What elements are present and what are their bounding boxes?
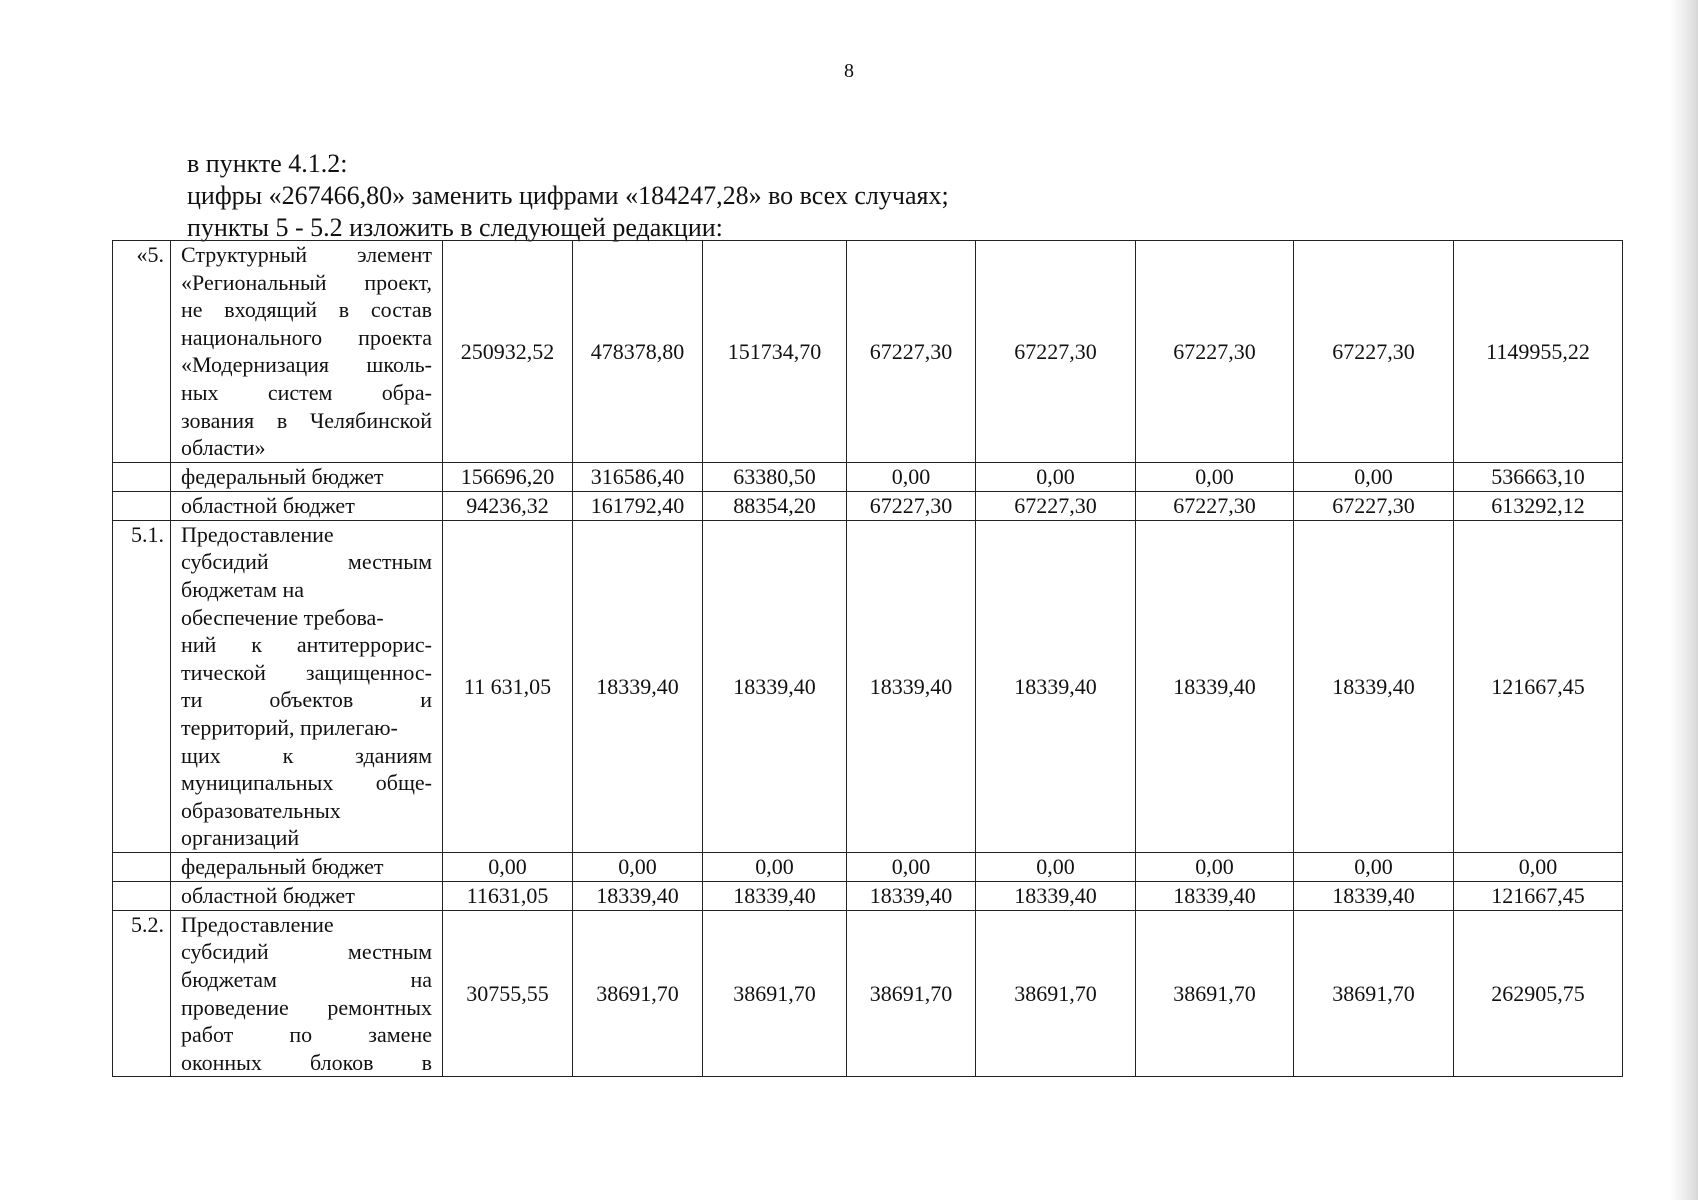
row-name-line: не входящий в состав bbox=[181, 297, 432, 323]
value-cell-col-2: 18339,40 bbox=[573, 881, 703, 910]
value-cell-col-6: 38691,70 bbox=[1136, 910, 1294, 1077]
value-cell-col-4: 0,00 bbox=[847, 852, 976, 881]
value-cell-col-7: 67227,30 bbox=[1294, 491, 1454, 520]
value-cell-col-3: 88354,20 bbox=[703, 491, 847, 520]
page-number: 8 bbox=[844, 60, 854, 82]
row-name-line: проведение ремонтных bbox=[181, 994, 432, 1020]
value-cell-col-6: 18339,40 bbox=[1136, 520, 1294, 852]
value-cell-col-8: 121667,45 bbox=[1454, 520, 1623, 852]
value-cell-col-8: 0,00 bbox=[1454, 852, 1623, 881]
row-name-line: обеспечение требова- bbox=[181, 604, 384, 630]
value-cell-col-7: 38691,70 bbox=[1294, 910, 1454, 1077]
table-row bbox=[113, 241, 1623, 463]
value-cell-col-4: 0,00 bbox=[847, 462, 976, 491]
value-cell-col-2: 478378,80 bbox=[573, 241, 703, 463]
row-name-line: «Модернизация школь- bbox=[181, 352, 432, 378]
row-number-cell bbox=[113, 462, 171, 491]
row-name-line: Предоставление bbox=[181, 521, 334, 547]
row-name-cell bbox=[171, 910, 443, 1077]
value-cell-col-5: 0,00 bbox=[976, 852, 1136, 881]
scan-edge-shadow bbox=[1670, 0, 1698, 1200]
value-cell-col-7: 67227,30 bbox=[1294, 241, 1454, 463]
value-cell-col-3: 18339,40 bbox=[703, 881, 847, 910]
value-cell-col-1: 156696,20 bbox=[443, 462, 573, 491]
intro-line-1: в пункте 4.1.2: bbox=[187, 149, 348, 178]
row-name-line: тической защищеннос- bbox=[181, 659, 432, 685]
value-cell-col-4: 18339,40 bbox=[847, 520, 976, 852]
row-name-line: зования в Челябинской bbox=[181, 407, 432, 433]
row-name-line: Предоставление bbox=[181, 911, 334, 937]
value-cell-col-5: 67227,30 bbox=[976, 241, 1136, 463]
row-name-line: территорий, прилегаю- bbox=[181, 714, 398, 740]
value-cell-col-4: 67227,30 bbox=[847, 241, 976, 463]
row-number-cell bbox=[113, 881, 171, 910]
value-cell-col-3: 38691,70 bbox=[703, 910, 847, 1077]
row-number-cell: «5. bbox=[113, 241, 171, 463]
value-cell-col-1: 94236,32 bbox=[443, 491, 573, 520]
value-cell-col-3: 0,00 bbox=[703, 852, 847, 881]
budget-table bbox=[112, 240, 1623, 1077]
intro-line-2: цифры «267466,80» заменить цифрами «184247,28» во всех случаях; bbox=[187, 181, 949, 210]
row-name-line: федеральный бюджет bbox=[181, 463, 384, 489]
value-cell-col-8: 536663,10 bbox=[1454, 462, 1623, 491]
row-name-cell bbox=[171, 462, 443, 491]
row-name-line: областной бюджет bbox=[181, 492, 355, 518]
row-name-line: субсидий местным bbox=[181, 549, 432, 575]
row-name-line: работ по замене bbox=[181, 1022, 432, 1048]
value-cell-col-1: 30755,55 bbox=[443, 910, 573, 1077]
value-cell-col-5: 38691,70 bbox=[976, 910, 1136, 1077]
row-number-cell: 5.2. bbox=[113, 910, 171, 1077]
row-name-cell bbox=[171, 881, 443, 910]
value-cell-col-2: 316586,40 bbox=[573, 462, 703, 491]
value-cell-col-7: 0,00 bbox=[1294, 462, 1454, 491]
budget-table-body bbox=[113, 241, 1623, 1077]
row-name-cell bbox=[171, 520, 443, 852]
table-row bbox=[113, 910, 1623, 1077]
value-cell-col-6: 18339,40 bbox=[1136, 881, 1294, 910]
table-row bbox=[113, 491, 1623, 520]
row-name-line: субсидий местным bbox=[181, 939, 432, 965]
value-cell-col-2: 161792,40 bbox=[573, 491, 703, 520]
value-cell-col-6: 67227,30 bbox=[1136, 241, 1294, 463]
table-row bbox=[113, 852, 1623, 881]
row-name-line: образовательных bbox=[181, 797, 341, 823]
value-cell-col-1: 0,00 bbox=[443, 852, 573, 881]
table-row bbox=[113, 520, 1623, 852]
value-cell-col-8: 613292,12 bbox=[1454, 491, 1623, 520]
value-cell-col-4: 38691,70 bbox=[847, 910, 976, 1077]
value-cell-col-7: 18339,40 bbox=[1294, 881, 1454, 910]
row-name-line: организаций bbox=[181, 825, 300, 851]
row-name-line: бюджетам на bbox=[181, 576, 304, 602]
row-name-line: федеральный бюджет bbox=[181, 854, 384, 880]
row-name-line: муниципальных обще- bbox=[181, 770, 432, 796]
value-cell-col-4: 67227,30 bbox=[847, 491, 976, 520]
value-cell-col-5: 18339,40 bbox=[976, 520, 1136, 852]
row-name-line: оконных блоков в bbox=[181, 1049, 432, 1075]
intro-line-3: пункты 5 - 5.2 изложить в следующей редакции: bbox=[187, 213, 723, 242]
value-cell-col-1: 11631,05 bbox=[443, 881, 573, 910]
value-cell-col-1: 250932,52 bbox=[443, 241, 573, 463]
value-cell-col-7: 0,00 bbox=[1294, 852, 1454, 881]
value-cell-col-8: 121667,45 bbox=[1454, 881, 1623, 910]
row-name-cell bbox=[171, 852, 443, 881]
table-row bbox=[113, 881, 1623, 910]
row-name-line: областной бюджет bbox=[181, 883, 355, 909]
row-number-cell: 5.1. bbox=[113, 520, 171, 852]
value-cell-col-4: 18339,40 bbox=[847, 881, 976, 910]
value-cell-col-5: 0,00 bbox=[976, 462, 1136, 491]
row-name-line: национального проекта bbox=[181, 324, 432, 350]
row-name-line: ных систем обра- bbox=[181, 379, 432, 405]
value-cell-col-2: 38691,70 bbox=[573, 910, 703, 1077]
value-cell-col-1: 11 631,05 bbox=[443, 520, 573, 852]
value-cell-col-6: 0,00 bbox=[1136, 462, 1294, 491]
row-name-line: Структурный элемент bbox=[181, 242, 432, 267]
row-name-line: щих к зданиям bbox=[181, 742, 432, 768]
value-cell-col-3: 18339,40 bbox=[703, 520, 847, 852]
row-name-line: ти объектов и bbox=[181, 687, 432, 713]
row-name-line: области» bbox=[181, 435, 266, 461]
row-name-line: «Региональный проект, bbox=[181, 269, 432, 295]
row-number-cell bbox=[113, 491, 171, 520]
value-cell-col-7: 18339,40 bbox=[1294, 520, 1454, 852]
value-cell-col-6: 0,00 bbox=[1136, 852, 1294, 881]
intro-text bbox=[187, 148, 949, 244]
value-cell-col-2: 0,00 bbox=[573, 852, 703, 881]
row-name-line: ний к антитеррорис- bbox=[181, 632, 432, 658]
value-cell-col-5: 18339,40 bbox=[976, 881, 1136, 910]
value-cell-col-6: 67227,30 bbox=[1136, 491, 1294, 520]
row-name-cell bbox=[171, 241, 443, 463]
value-cell-col-5: 67227,30 bbox=[976, 491, 1136, 520]
value-cell-col-3: 151734,70 bbox=[703, 241, 847, 463]
row-name-cell bbox=[171, 491, 443, 520]
value-cell-col-8: 1149955,22 bbox=[1454, 241, 1623, 463]
value-cell-col-3: 63380,50 bbox=[703, 462, 847, 491]
value-cell-col-8: 262905,75 bbox=[1454, 910, 1623, 1077]
table-row bbox=[113, 462, 1623, 491]
row-number-cell bbox=[113, 852, 171, 881]
value-cell-col-2: 18339,40 bbox=[573, 520, 703, 852]
row-name-line: бюджетам на bbox=[181, 967, 432, 993]
